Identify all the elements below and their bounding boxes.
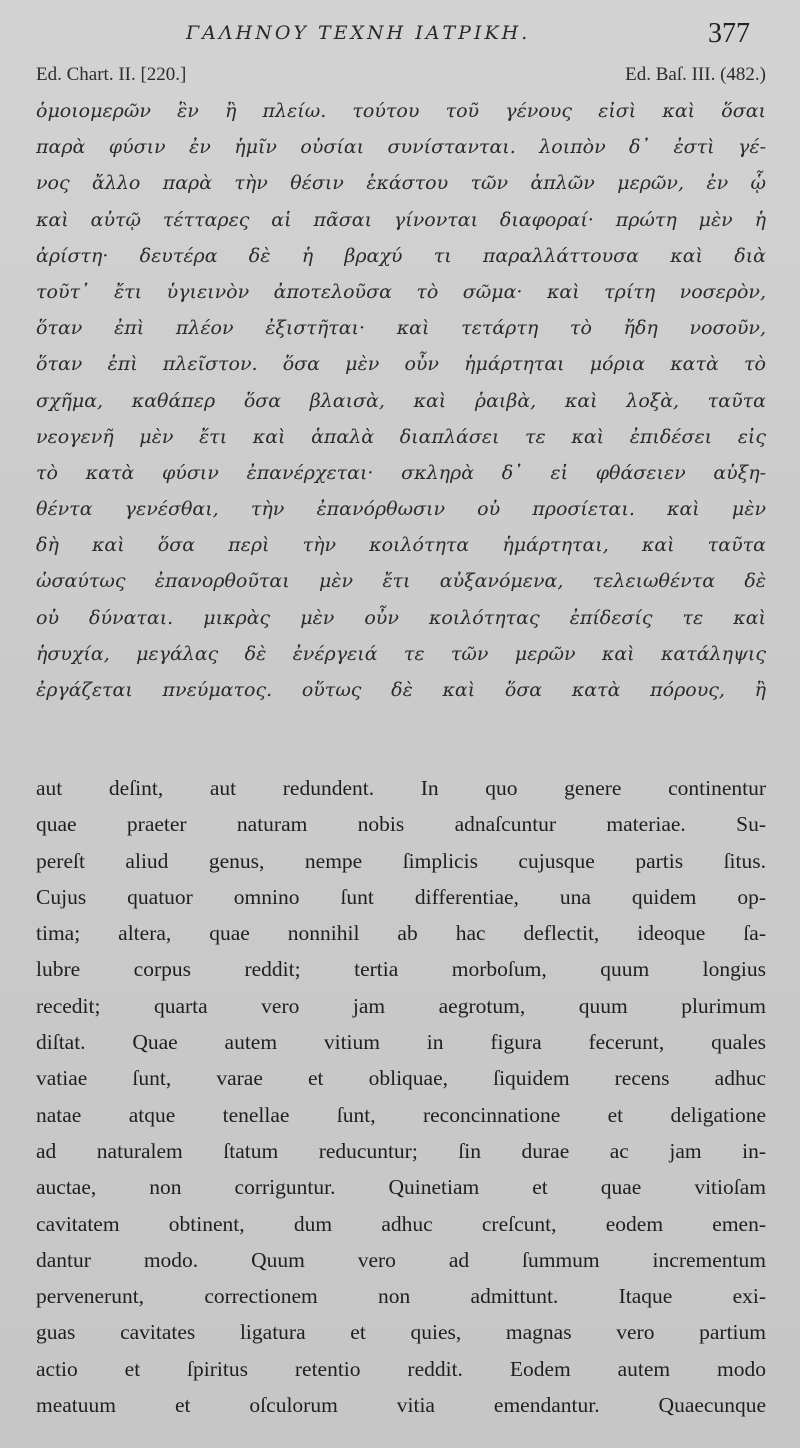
greek-line: δὴ καὶ ὅσα περὶ τὴν κοιλότητα ἡμάρτηται, καὶ ταῦτα	[36, 534, 766, 557]
latin-line: recedit; quarta vero jam aegrotum, quum plurimum	[36, 993, 766, 1018]
latin-line: dantur modo. Quum vero ad ſummum incrementum	[36, 1247, 766, 1272]
greek-line: νεογενῆ μὲν ἔτι καὶ ἁπαλὰ διαπλάσει τε καὶ ἐπιδέσει εἰς	[36, 425, 766, 448]
latin-line: quae praeter naturam nobis adnaſcuntur materiae. Su-	[36, 812, 766, 837]
latin-line: tima; altera, quae nonnihil ab hac deflectit, ideoque ſa-	[36, 921, 766, 946]
greek-line: ἡσυχία, μεγάλας δὲ ἐνέργειά τε τῶν μερῶν καὶ κατάληψις	[36, 642, 766, 665]
latin-line: ad naturalem ſtatum reducuntur; ſin durae ac jam in-	[36, 1138, 766, 1163]
latin-line: aut deſint, aut redundent. In quo genere continentur	[36, 776, 766, 800]
running-title: ΓΑΛΗΝΟΥ ΤΕΧΝΗ ΙΑΤΡΙΚΗ.	[186, 22, 531, 44]
latin-line: guas cavitates ligatura et quies, magnas vero partium	[36, 1320, 766, 1345]
latin-line: pereſt aliud genus, nempe ſimplicis cujusque partis ſitus.	[36, 848, 766, 873]
latin-line: natae atque tenellae ſunt, reconcinnatione et deligatione	[36, 1102, 766, 1127]
greek-line: ἐργάζεται πνεύματος. οὕτως δὲ καὶ ὅσα κατὰ πόρους, ἢ	[36, 679, 766, 701]
latin-line: pervenerunt, correctionem non admittunt. Itaque exi-	[36, 1284, 766, 1309]
greek-line: τὸ κατὰ φύσιν ἐπανέρχεται· σκληρὰ δ᾽ εἰ φθάσειεν αὐξη-	[36, 461, 766, 484]
greek-line: σχῆμα, καθάπερ ὅσα βλαισὰ, καὶ ῥαιβὰ, καὶ λοξὰ, ταῦτα	[36, 389, 766, 412]
greek-line: καὶ αὐτῷ τέτταρες αἱ πᾶσαι γίνονται διαφοραί· πρώτη μὲν ἡ	[36, 208, 766, 231]
greek-line: παρὰ φύσιν ἐν ἡμῖν οὐσίαι συνίστανται. λοιπὸν δ᾽ ἐστὶ γέ-	[36, 136, 766, 159]
greek-line: νος ἄλλο παρὰ τὴν θέσιν ἑκάστου τῶν ἁπλῶν μερῶν, ἐν ᾧ	[36, 172, 766, 195]
greek-line: ὁμοιομερῶν ἓν ἢ πλείω. τούτου τοῦ γένους εἰσὶ καὶ ὅσαι	[36, 100, 766, 122]
latin-line: auctae, non corriguntur. Quinetiam et quae vitioſam	[36, 1175, 766, 1200]
latin-line: lubre corpus reddit; tertia morboſum, quum longius	[36, 957, 766, 982]
greek-line: οὐ δύναται. μικρὰς μὲν οὖν κοιλότητας ἐπίδεσίς τε καὶ	[36, 606, 766, 629]
latin-line: cavitatem obtinent, dum adhuc creſcunt, eodem emen-	[36, 1211, 766, 1236]
edition-basel-ref: Ed. Baſ. III. (482.)	[625, 64, 766, 85]
latin-line: diſtat. Quae autem vitium in figura fecerunt, quales	[36, 1030, 766, 1055]
edition-chartier-ref: Ed. Chart. II. [220.]	[36, 64, 187, 85]
greek-line: θέντα γενέσθαι, τὴν ἐπανόρθωσιν οὐ προσίεται. καὶ μὲν	[36, 498, 766, 521]
page-number: 377	[708, 18, 750, 49]
latin-line: Cujus quatuor omnino ſunt differentiae, una quidem op-	[36, 884, 766, 909]
latin-text-block	[36, 770, 766, 1423]
running-head	[0, 18, 800, 58]
latin-line: vatiae ſunt, varae et obliquae, ſiquidem recens adhuc	[36, 1066, 766, 1091]
latin-line: actio et ſpiritus retentio reddit. Eodem autem modo	[36, 1356, 766, 1381]
greek-line: ὅταν ἐπὶ πλέον ἐξιστῆται· καὶ τετάρτη τὸ ἤδη νοσοῦν,	[36, 317, 766, 340]
greek-line: ὡσαύτως ἐπανορθοῦται μὲν ἔτι αὐξανόμενα, τελειωθέντα δὲ	[36, 570, 766, 593]
greek-line: ὅταν ἐπὶ πλεῖστον. ὅσα μὲν οὖν ἡμάρτηται μόρια κατὰ τὸ	[36, 353, 766, 376]
greek-text-block	[36, 93, 766, 708]
edition-references	[36, 64, 766, 88]
greek-line: τοῦτ᾽ ἔτι ὑγιεινὸν ἀποτελοῦσα τὸ σῶμα· καὶ τρίτη νοσερὸν,	[36, 280, 766, 303]
latin-line: meatuum et oſculorum vitia emendantur. Quaecunque	[36, 1393, 766, 1418]
greek-line: ἀρίστη· δευτέρα δὲ ἡ βραχύ τι παραλλάττουσα καὶ διὰ	[36, 244, 766, 267]
